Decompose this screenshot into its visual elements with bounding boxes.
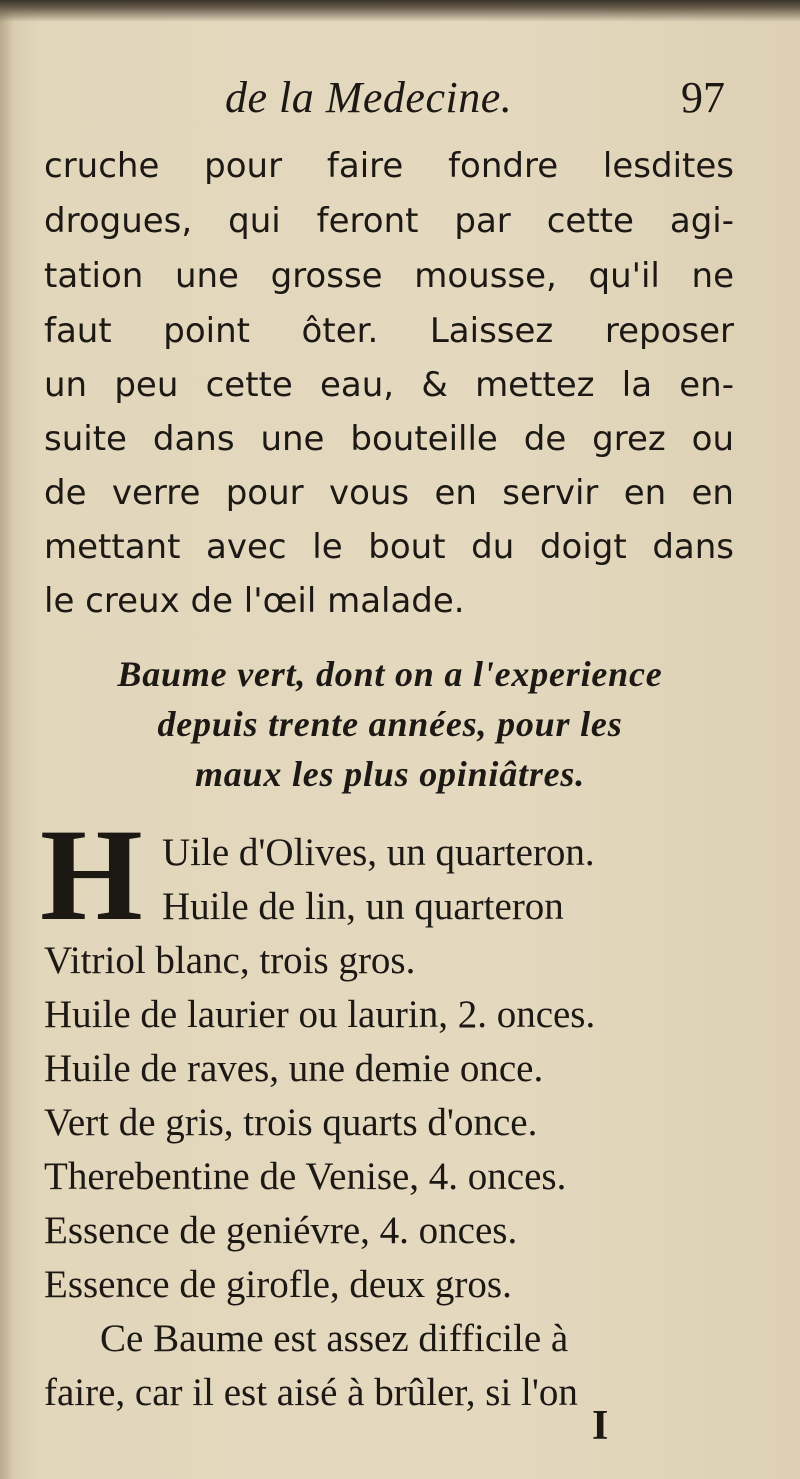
text-line: un peu cette eau, & mettez la en- (44, 365, 734, 405)
recipe-line: Essence de girofle, deux gros. (44, 1263, 512, 1306)
text-line: le creux de l'œil malade. (44, 581, 465, 621)
drop-cap: H (40, 801, 143, 948)
catchword: I (592, 1403, 609, 1449)
recipe-line: Ce Baume est assez difficile à (100, 1317, 569, 1360)
heading-line: maux les plus opiniâtres. (194, 754, 586, 794)
running-head-title: de la Medecine. (225, 73, 513, 122)
running-head (225, 72, 725, 128)
page-number: 97 (681, 73, 725, 122)
heading-line: Baume vert, dont on a l'experience (117, 654, 663, 694)
heading-line: depuis trente années, pour les (157, 704, 623, 744)
text-line: cruche pour faire fondre lesdites (44, 146, 734, 186)
text-line: mettant avec le bout du doigt dans (44, 527, 734, 567)
recipe-line: faire, car il est aisé à brûler, si l'on (44, 1371, 578, 1414)
text-line: suite dans une bouteille de grez ou (44, 419, 734, 459)
recipe-line: Therebentine de Venise, 4. onces. (44, 1155, 567, 1198)
recipe-line: Huile de raves, une demie once. (44, 1047, 544, 1090)
recipe-line: Vitriol blanc, trois gros. (44, 939, 416, 982)
recipe-line: Essence de geniévre, 4. onces. (44, 1209, 518, 1252)
recipe-line: Uile d'Olives, un quarteron. (162, 831, 595, 874)
text-line: faut point ôter. Laissez reposer (44, 311, 734, 351)
text-line: de verre pour vous en servir en en (44, 473, 734, 513)
text-line: drogues, qui feront par cette agi- (44, 201, 734, 241)
recipe-line: Huile de lin, un quarteron (162, 885, 564, 928)
recipe-line: Vert de gris, trois quarts d'once. (44, 1101, 538, 1144)
recipe-line: Huile de laurier ou laurin, 2. onces. (44, 993, 596, 1036)
text-line: tation une grosse mousse, qu'il ne (44, 256, 734, 296)
